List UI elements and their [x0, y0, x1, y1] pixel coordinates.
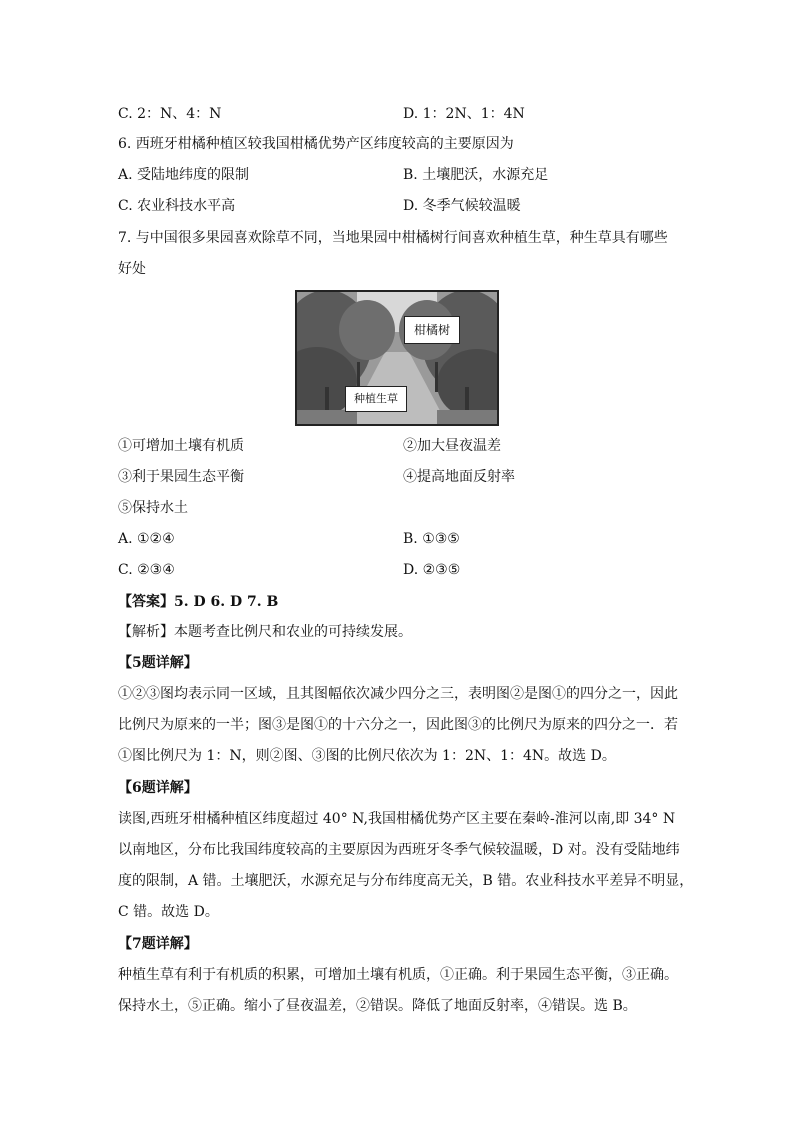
- q7-item-3: ③利于果园生态平衡: [118, 469, 244, 485]
- detail-5-line3: ①图比例尺为 1：N，则②图、③图的比例尺依次为 1：2N、1：4N。故选 D。: [118, 748, 616, 764]
- detail-7-line1: 种植生草有利于有机质的积累，可增加土壤有机质，①正确。利于果园生态平衡，③正确。: [118, 967, 678, 983]
- detail-6-line1: 读图,西班牙柑橘种植区纬度超过 40° N,我国柑橘优势产区主要在秦岭-淮河以南,即 34° N: [118, 811, 676, 827]
- detail-6-line4: C 错。故选 D。: [118, 904, 219, 920]
- detail-5-title: 【5题详解】: [118, 655, 198, 671]
- q6-option-a: A. 受陆地纬度的限制: [118, 167, 250, 183]
- q7-option-c: C. ②③④: [118, 562, 175, 578]
- q7-option-b: B. ①③⑤: [403, 531, 460, 547]
- q7-option-a: A. ①②④: [118, 531, 175, 547]
- label-grass: 种植生草: [345, 386, 407, 412]
- orchard-photo: [295, 290, 499, 426]
- q7-option-d: D. ②③⑤: [403, 562, 461, 578]
- detail-6-line2: 以南地区，分布比我国纬度较高的主要原因为西班牙冬季气候较温暖，D 对。没有受陆地纬: [118, 842, 680, 858]
- q7-stem-line1: 7. 与中国很多果园喜欢除草不同，当地果园中柑橘树行间喜欢种植生草，种生草具有哪些: [118, 230, 668, 246]
- detail-7-line2: 保持水土，⑤正确。缩小了昼夜温差，②错误。降低了地面反射率，④错误。选 B。: [118, 998, 637, 1014]
- q7-stem-line2: 好处: [118, 261, 146, 277]
- detail-5-line1: ①②③图均表示同一区域，且其图幅依次减少四分之三，表明图②是图①的四分之一，因此: [118, 686, 678, 702]
- q7-item-2: ②加大昼夜温差: [403, 438, 501, 454]
- q7-item-4: ④提高地面反射率: [403, 469, 515, 485]
- q6-stem: 6. 西班牙柑橘种植区较我国柑橘优势产区纬度较高的主要原因为: [118, 136, 514, 152]
- answer-line: 【答案】5. D 6. D 7. B: [118, 594, 279, 610]
- q5-option-c: C. 2：N、4：N: [118, 106, 222, 122]
- q6-option-c: C. 农业科技水平高: [118, 198, 236, 214]
- detail-7-title: 【7题详解】: [118, 936, 198, 952]
- detail-6-title: 【6题详解】: [118, 780, 198, 796]
- label-citrus-tree: 柑橘树: [404, 316, 460, 344]
- q6-option-b: B. 土壤肥沃，水源充足: [403, 167, 549, 183]
- q7-item-5: ⑤保持水土: [118, 500, 188, 516]
- q5-option-d: D. 1：2N、1：4N: [403, 106, 525, 122]
- detail-5-line2: 比例尺为原来的一半；图③是图①的十六分之一，因此图③的比例尺为原来的四分之一．若: [118, 717, 678, 733]
- detail-6-line3: 度的限制，A 错。土壤肥沃，水源充足与分布纬度高无关，B 错。农业科技水平差异不明显，: [118, 873, 694, 889]
- analysis-line: 【解析】本题考查比例尺和农业的可持续发展。: [118, 624, 412, 640]
- q6-option-d: D. 冬季气候较温暖: [403, 198, 521, 214]
- q7-item-1: ①可增加土壤有机质: [118, 438, 244, 454]
